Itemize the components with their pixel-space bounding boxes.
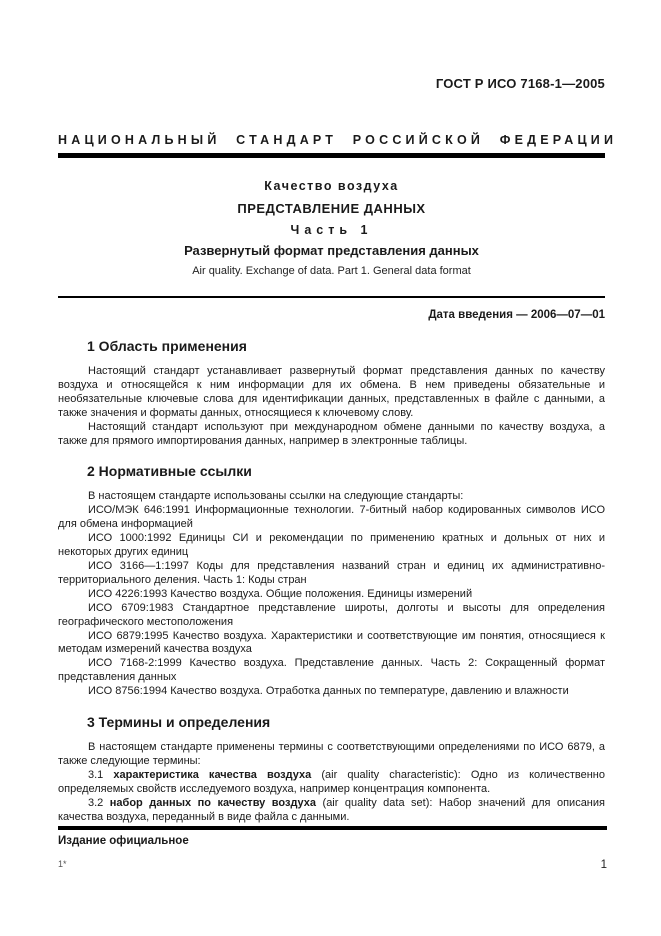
paragraph bbox=[58, 797, 605, 825]
footer-marks bbox=[58, 859, 607, 871]
text-run: ИСО 4226:1993 Качество воздуха. Общие положения. Единицы измерений bbox=[88, 587, 473, 600]
paragraph bbox=[58, 588, 605, 602]
term-bold: набор данных по качеству воздуха bbox=[109, 796, 317, 809]
document-sections bbox=[58, 338, 605, 824]
official-edition-label: Издание официальное bbox=[58, 835, 189, 847]
paragraph bbox=[58, 532, 605, 560]
paragraph bbox=[58, 504, 605, 532]
signature-mark: 1* bbox=[58, 859, 67, 869]
paragraph bbox=[58, 421, 605, 449]
text-run: 3.1 bbox=[88, 768, 114, 781]
paragraph bbox=[58, 741, 605, 769]
text-run: ИСО 3166—1:1997 Коды для представления названий стран и единиц их административно-территориального деления. Часть 1: Коды стран bbox=[58, 559, 605, 586]
national-standard-banner: НАЦИОНАЛЬНЫЙ СТАНДАРТ РОССИЙСКОЙ ФЕДЕРАЦИИ bbox=[58, 133, 618, 147]
section-heading: 2 Нормативные ссылки bbox=[87, 463, 252, 480]
text-run: ИСО 6879:1995 Качество воздуха. Характеристики и соответствующие им понятия, относящиеся к методам измерений качества воздуха bbox=[58, 629, 605, 656]
text-run: ИСО/МЭК 646:1991 Информационные технологии. 7-битный набор кодированных символов ИСО для обмена информацией bbox=[58, 504, 605, 531]
text-run: ИСО 6709:1983 Стандартное представление широты, долготы и высоты для определения географического местоположения bbox=[58, 601, 605, 628]
page-content bbox=[58, 0, 618, 824]
text-run: В настоящем стандарте применены термины с соответствующими определениями по ИСО 6879, а также следующие термины: bbox=[58, 741, 605, 767]
text-run: Настоящий стандарт устанавливает развернутый формат представления данных по качеству воздуха и относящейся к ним информации для их обмена. В нем приведены обязательные и необязательные ключевые слова для идентификации данных, представленных в файле с данными, а также значения и форматы данных, относящиеся к ключевому слову. bbox=[58, 365, 605, 419]
paragraph bbox=[58, 560, 605, 588]
paragraph bbox=[58, 685, 605, 699]
paragraph bbox=[58, 602, 605, 630]
text-run: ИСО 1000:1992 Единицы СИ и рекомендации по применению кратных и дольных от них и некоторых других единиц bbox=[58, 532, 605, 559]
text-run: В настоящем стандарте использованы ссылки на следующие стандарты: bbox=[88, 490, 464, 503]
paragraph bbox=[58, 630, 605, 658]
effective-date: Дата введения — 2006—07—01 bbox=[428, 309, 605, 321]
paragraph bbox=[58, 365, 605, 421]
section-heading: 1 Область применения bbox=[87, 338, 247, 354]
title-block bbox=[58, 179, 605, 277]
page-number: 1 bbox=[600, 859, 607, 871]
text-run: ИСО 7168-2:1999 Качество воздуха. Представление данных. Часть 2: Сокращенный формат представления данных bbox=[58, 657, 605, 684]
paragraph bbox=[58, 769, 605, 797]
standard-code: ГОСТ Р ИСО 7168-1—2005 bbox=[435, 76, 605, 91]
banner-rule bbox=[58, 153, 605, 158]
title-english: Air quality. Exchange of data. Part 1. General data format bbox=[192, 265, 471, 277]
text-run: (air quality data set): Набор значений для описания качества воздуха, переданный в виде файла с данными. bbox=[58, 796, 605, 823]
title-subtitle: Развернутый формат представления данных bbox=[184, 243, 479, 258]
term-bold: характеристика качества воздуха bbox=[113, 768, 312, 781]
paragraph bbox=[58, 657, 605, 685]
title-rule bbox=[58, 296, 605, 298]
title-main: ПРЕДСТАВЛЕНИЕ ДАННЫХ bbox=[237, 201, 426, 216]
title-subject: Качество воздуха bbox=[264, 179, 399, 193]
text-run: ИСО 8756:1994 Качество воздуха. Отработка данных по температуре, давлению и влажности bbox=[88, 685, 569, 698]
footer-rule bbox=[58, 826, 607, 830]
paragraph bbox=[58, 490, 605, 504]
title-part: Часть 1 bbox=[290, 223, 373, 237]
section-heading: 3 Термины и определения bbox=[87, 714, 271, 731]
text-run: 3.2 bbox=[88, 796, 110, 809]
text-run: Настоящий стандарт используют при международном обмене данными по качеству воздуха, а также для прямого импортирования данных, например в электронные таблицы. bbox=[58, 420, 605, 447]
page-footer bbox=[58, 826, 607, 871]
text-run: (air quality characteristic): Одно из количественно определяемых свойств исследуемого воздуха, например концентрация компонента. bbox=[58, 768, 605, 795]
